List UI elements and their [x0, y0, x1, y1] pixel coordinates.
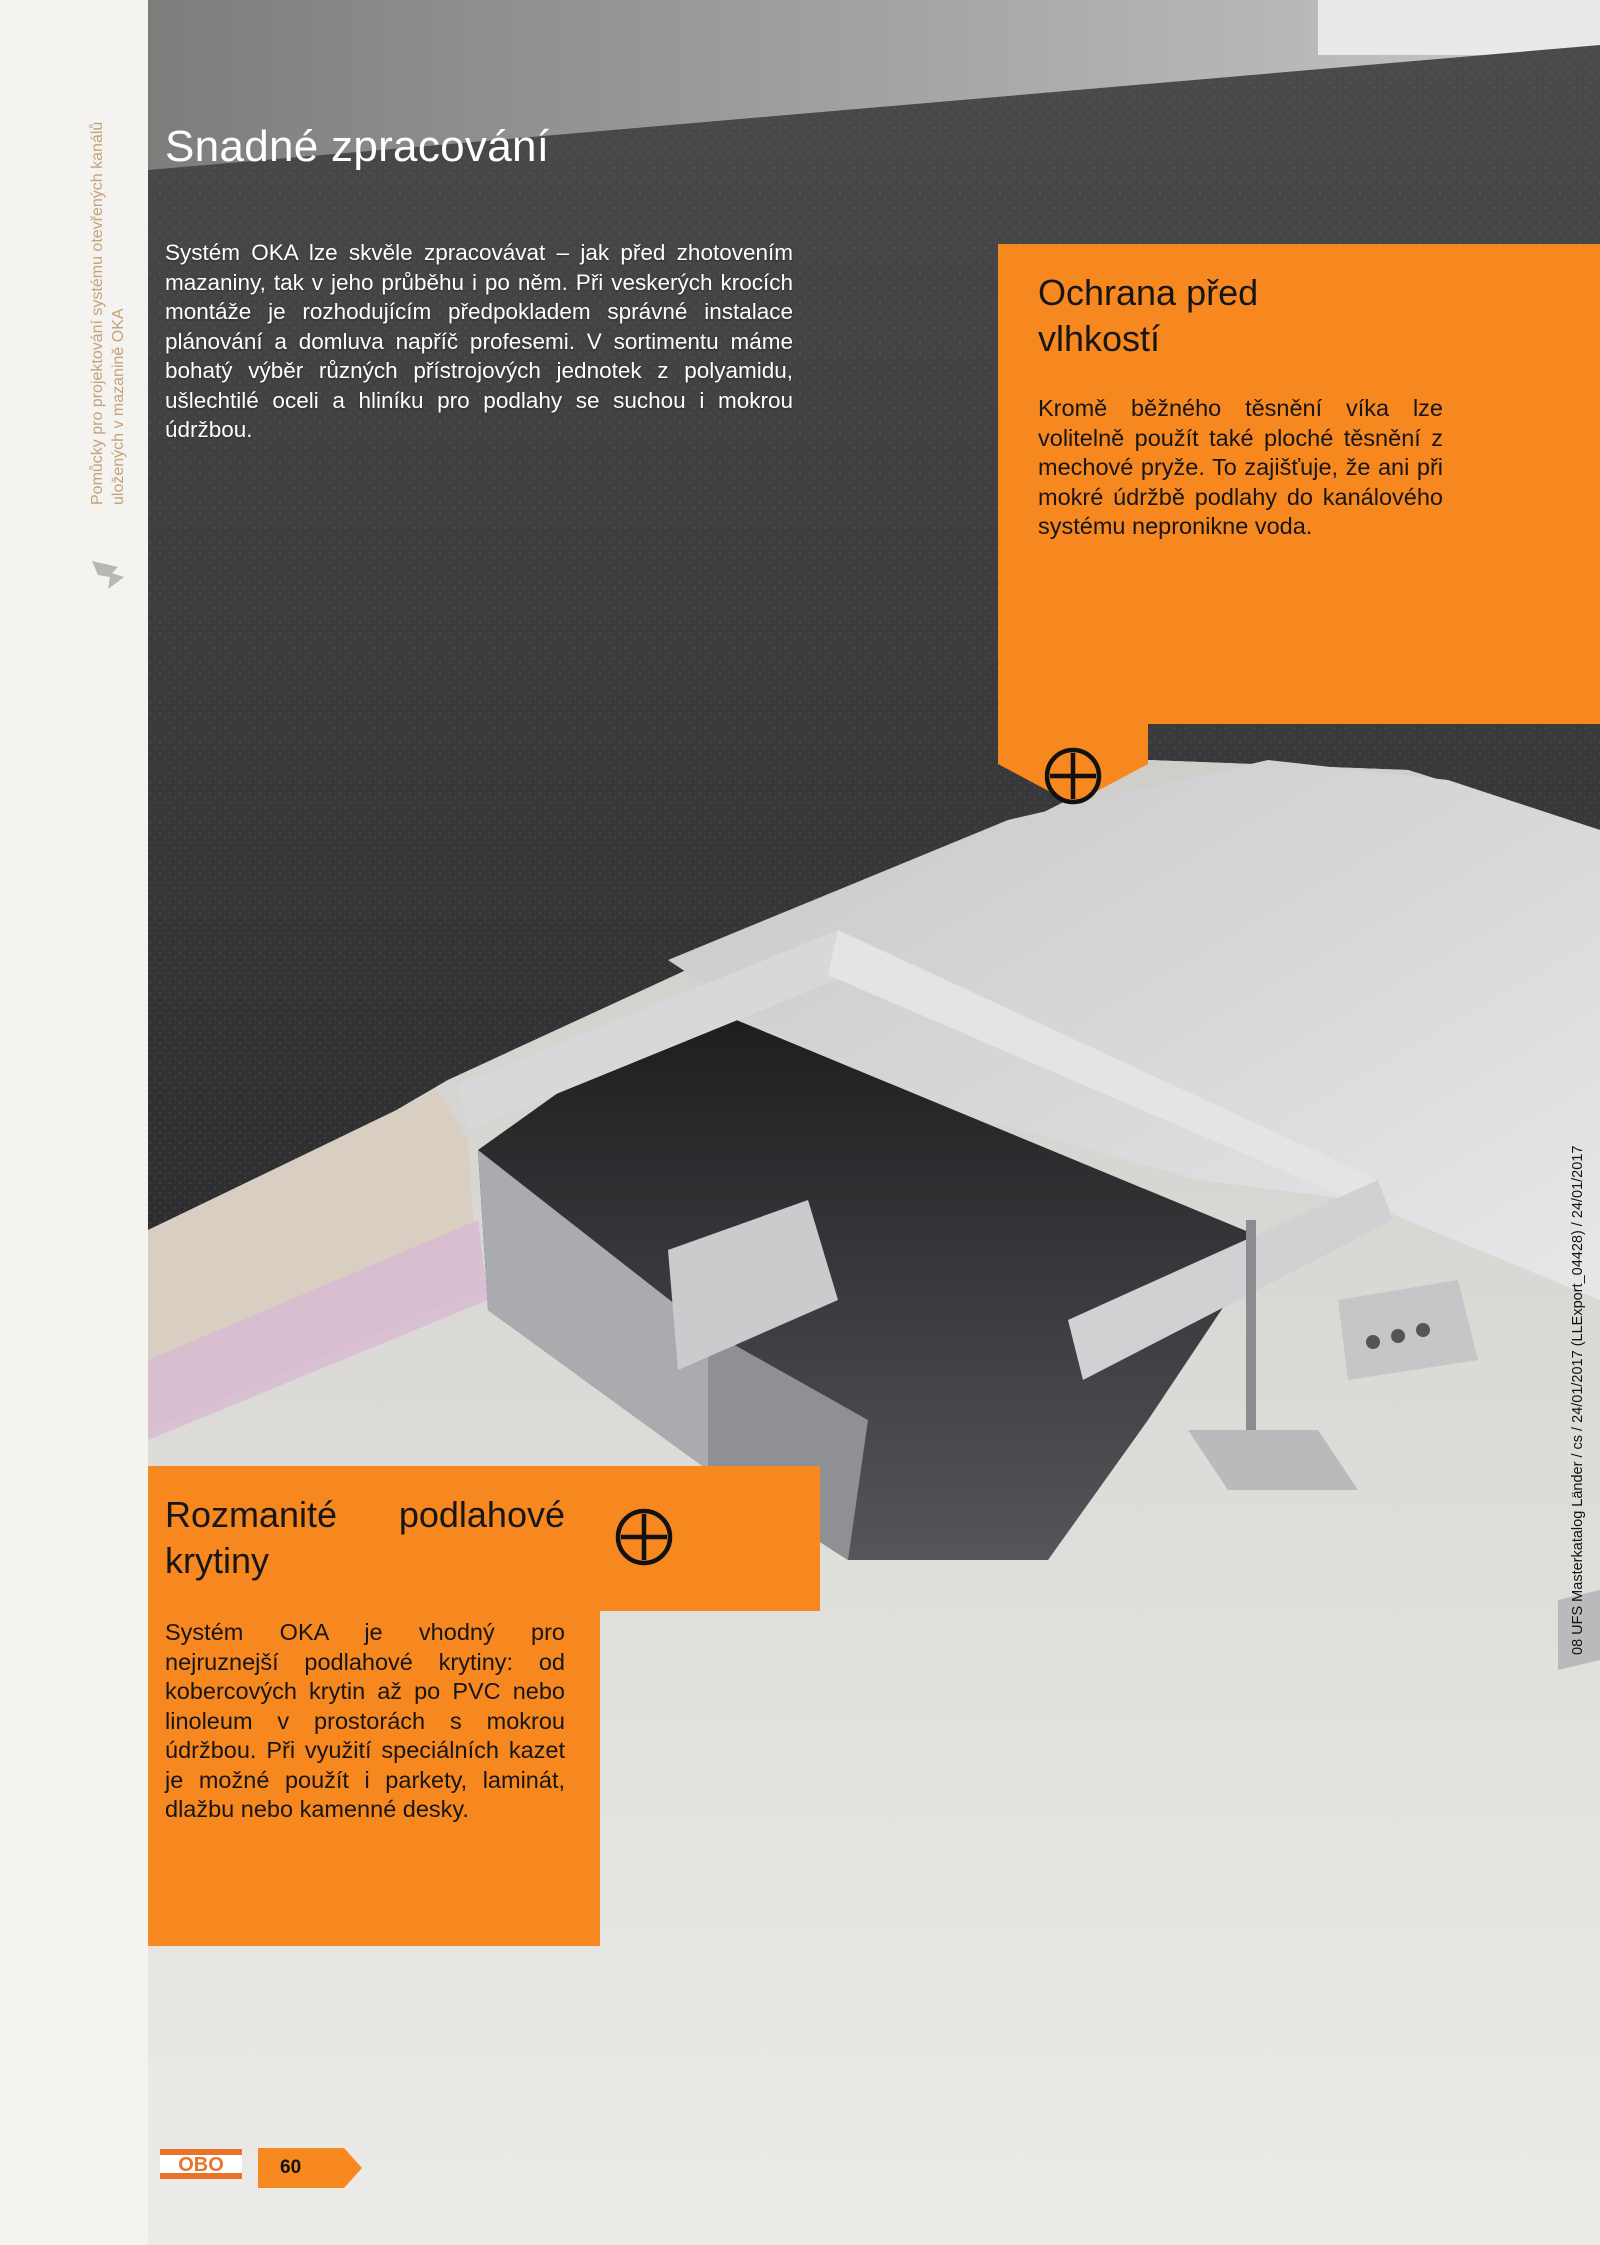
plus-circle-icon[interactable]: [1042, 745, 1104, 807]
obo-logo: [160, 2149, 242, 2179]
document-id: 08 UFS Masterkatalog Länder / cs / 24/01/2017 (LLExport_04428) / 24/01/2017: [1570, 1145, 1586, 1655]
obo-logo-text: OBO: [178, 2154, 224, 2176]
page-title: Snadné zpracování: [165, 122, 550, 171]
page-number-tab: [258, 2148, 362, 2188]
intro-paragraph: Systém OKA lze skvěle zpracovávat – jak před zhotovením mazaniny, tak v jeho průběhu i po něm. Při veskerých krocích montáže je rozhodujícím předpokladem správné instalace plánování a domluva napříč profesemi. V sortimentu máme bohatý výběr různých přístrojových jednotek z polyamidu, ušlechtilé oceli a hliníku pro podlahy se suchou i mokrou údržbou.: [165, 240, 793, 442]
moisture-box-title: Ochrana před vlhkostí: [1038, 272, 1259, 359]
floor-box-title: Rozmanité podlahové krytiny: [165, 1494, 565, 1581]
side-caption-line-2: uložených v mazanině OKA: [110, 308, 127, 505]
section-marker-icon: [88, 555, 128, 595]
moisture-box-text: Kromě běžného těsnění víka lze volitelně použít také ploché těsnění z mechové pryže. To zajišťuje, že ani při mokré údržbě podlahy do kanálového systému nepronikne voda.: [1038, 395, 1443, 539]
plus-circle-icon[interactable]: [613, 1506, 675, 1568]
moisture-protection-box: [998, 244, 1600, 724]
page-number: 60: [280, 2157, 302, 2178]
side-caption: [87, 65, 129, 505]
floor-coverings-box: [148, 1466, 600, 1946]
floor-box-text: Systém OKA je vhodný pro nejruznejší podlahové krytiny: od kobercových krytin až po PVC nebo linoleum v prostorách s mokrou údržbou. Při využití speciálních kazet je možné použít i parkety, laminát, dlažbu nebo kamenné desky.: [165, 1619, 565, 1822]
side-caption-line-1: Pomůcky pro projektování systému otevřených kanálů: [89, 121, 106, 505]
